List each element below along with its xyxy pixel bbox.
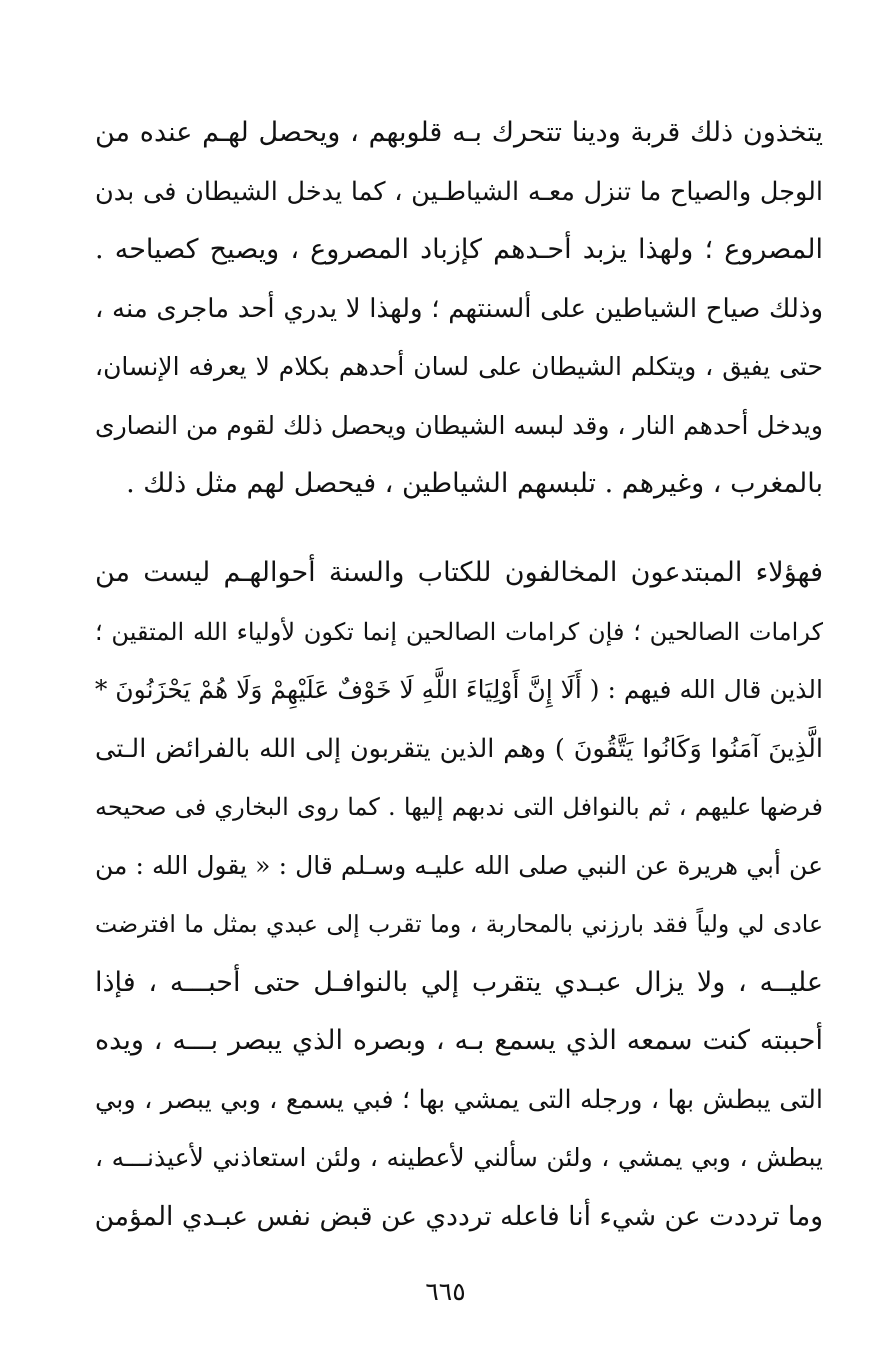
text-line: بالمغرب ، وغيرهم . تلبسهم الشياطين ، فيحصل لهم مثل ذلك . [126, 468, 823, 499]
quran-verse-line: الذين قال الله فيهم : ( أَلَا إِنَّ أَوْلِيَاءَ اللَّهِ لَا خَوْفٌ عَلَيْهِمْ وَلَا هُمْ يَحْزَنُونَ * [95, 675, 823, 704]
paragraph-2 [95, 544, 823, 1246]
quran-verse-line: الَّذِينَ آمَنُوا وَكَانُوا يَتَّقُونَ ) وهم الذين يتقربون إلى الله بالفرائض الـتى [95, 733, 823, 764]
hadith-line: يبطش ، وبي يمشي ، ولئن سألني لأعطينه ، ولئن استعاذني لأعيذنـــه ، [95, 1143, 823, 1172]
hadith-line: وما ترددت عن شيء أنا فاعله ترددي عن قبض نفس عبـدي المؤمن [95, 1200, 823, 1232]
text-line: الوجل والصياح ما تنزل معـه الشياطـين ، كما يدخل الشيطان فى بدن [95, 176, 823, 207]
paragraph-1 [95, 104, 823, 514]
hadith-line: التى يبطش بها ، ورجله التى يمشي بها ؛ فبي يسمع ، وبي يبصر ، وبي [95, 1084, 823, 1115]
text-line: فهؤلاء المبتدعون المخالفون للكتاب والسنة أحوالهـم ليست من [95, 557, 823, 588]
hadith-line: أحببته كنت سمعه الذي يسمع بـه ، وبصره الذي يبصر بـــه ، ويده [95, 1025, 823, 1056]
text-line: المصروع ؛ ولهذا يزبد أحـدهم كإزباد المصروع ، ويصيح كصياحه . [95, 234, 823, 265]
page-number: ٦٦٥ [425, 1277, 466, 1306]
hadith-line: عادى لي ولياً فقد بارزني بالمحاربة ، وما تقرب إلى عبدي بمثل ما افترضت [95, 910, 823, 938]
text-line: يتخذون ذلك قربة ودينا تتحرك بـه قلوبهم ، ويحصل لهـم عنده من [95, 117, 823, 148]
text-line: وذلك صياح الشياطين على ألسنتهم ؛ ولهذا لا يدري أحد ماجرى منه ، [95, 293, 823, 324]
text-line: حتى يفيق ، ويتكلم الشيطان على لسان أحدهم بكلام لا يعرفه الإنسان، [95, 352, 823, 381]
text-line: ويدخل أحدهم النار ، وقد لبسه الشيطان ويحصل ذلك لقوم من النصارى [95, 410, 823, 440]
text-line: كرامات الصالحين ؛ فإن كرامات الصالحين إنما تكون لأولياء الله المتقين ؛ [95, 617, 823, 646]
hadith-line: عن أبي هريرة عن النبي صلى الله عليـه وسـلم قال : « يقول الله : من [95, 850, 823, 880]
hadith-line: عليــه ، ولا يزال عبـدي يتقرب إلي بالنوافـل حتى أحبـــه ، فإذا [95, 966, 823, 998]
text-line: فرضها عليهم ، ثم بالنوافل التى ندبهم إليها . كما روى البخاري فى صحيحه [95, 793, 823, 821]
